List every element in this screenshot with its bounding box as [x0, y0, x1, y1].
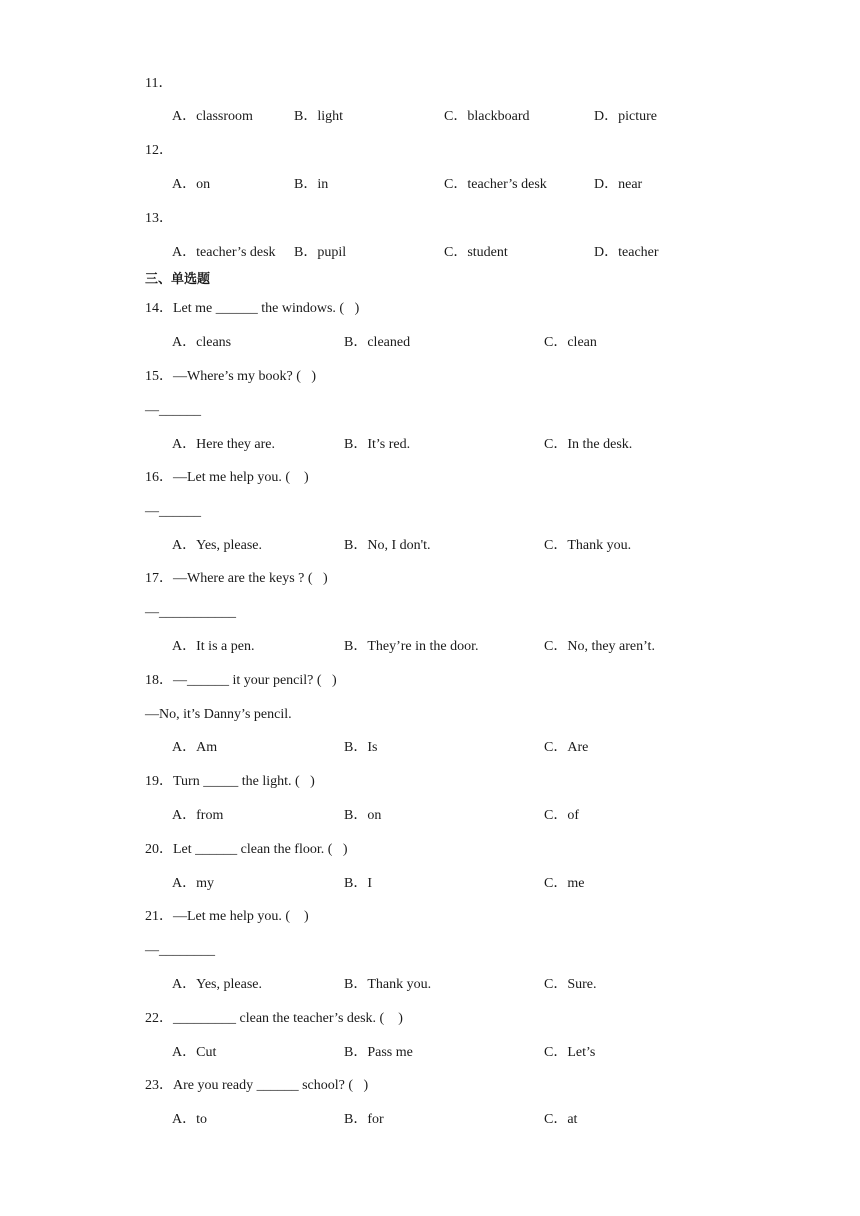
question-number: 13．: [145, 211, 173, 226]
option-c[interactable]: C．clean: [544, 335, 597, 350]
option-c[interactable]: C．me: [544, 876, 585, 891]
option-d[interactable]: D．near: [594, 177, 643, 192]
question-number: 14．: [145, 301, 173, 316]
question-stem: —Where’s my book? ( ): [173, 369, 317, 384]
question-stem: Turn _____ the light. ( ): [173, 774, 315, 789]
question-11: [145, 75, 172, 93]
question-23: [145, 1077, 368, 1095]
question-number: 21．: [145, 909, 173, 924]
option-b[interactable]: B．for: [344, 1112, 384, 1127]
question-12: [145, 142, 173, 160]
question-stem: —Let me help you. ( ): [173, 909, 309, 924]
option-b[interactable]: B．on: [344, 808, 382, 823]
question-20: [145, 841, 348, 859]
option-c[interactable]: C．of: [544, 808, 580, 823]
option-c[interactable]: C．Thank you.: [544, 538, 632, 553]
question-stem: Let ______ clean the floor. ( ): [173, 842, 348, 857]
option-a[interactable]: A．Yes, please.: [172, 977, 262, 992]
question-stem: _________ clean the teacher’s desk. ( ): [173, 1011, 403, 1026]
question-number: 11．: [145, 76, 173, 91]
question-16: [145, 469, 309, 487]
question-stem: —Where are the keys ? ( ): [173, 571, 328, 586]
question-number: 22．: [145, 1011, 173, 1026]
answer-line: —______: [145, 403, 201, 418]
option-a[interactable]: A．Cut: [172, 1045, 217, 1060]
question-stem: Are you ready ______ school? ( ): [173, 1078, 369, 1093]
option-a[interactable]: A．Here they are.: [172, 437, 276, 452]
question-stem: —______ it your pencil? ( ): [173, 673, 337, 688]
question-number: 19．: [145, 774, 173, 789]
option-b[interactable]: B．I: [344, 876, 373, 891]
question-number: 20．: [145, 842, 173, 857]
option-b[interactable]: B．cleaned: [344, 335, 411, 350]
option-a[interactable]: A．Am: [172, 740, 218, 755]
question-number: 16．: [145, 470, 173, 485]
question-13: [145, 210, 173, 228]
question-number: 23．: [145, 1078, 173, 1093]
option-d[interactable]: D．picture: [594, 109, 657, 124]
option-b[interactable]: B．pupil: [294, 245, 347, 260]
option-c[interactable]: C．at: [544, 1112, 578, 1127]
option-c[interactable]: C．Let’s: [544, 1045, 596, 1060]
question-15: [145, 368, 316, 386]
section-heading: 三、单选题: [145, 272, 211, 287]
option-b[interactable]: B．They’re in the door.: [344, 639, 479, 654]
question-number: 12．: [145, 143, 173, 158]
question-17: [145, 570, 328, 588]
option-c[interactable]: C．blackboard: [444, 109, 530, 124]
option-c[interactable]: C．Are: [544, 740, 589, 755]
option-c[interactable]: C．teacher’s desk: [444, 177, 547, 192]
option-b[interactable]: B．Is: [344, 740, 378, 755]
option-a[interactable]: A．cleans: [172, 335, 232, 350]
answer-line: —________: [145, 943, 215, 958]
option-c[interactable]: C．No, they aren’t.: [544, 639, 655, 654]
option-b[interactable]: B．light: [294, 109, 344, 124]
option-c[interactable]: C．Sure.: [544, 977, 597, 992]
option-b[interactable]: B．Pass me: [344, 1045, 413, 1060]
question-number: 18．: [145, 673, 173, 688]
option-b[interactable]: B．in: [294, 177, 329, 192]
option-a[interactable]: A．Yes, please.: [172, 538, 262, 553]
question-14: [145, 300, 359, 318]
option-a[interactable]: A．teacher’s desk: [172, 245, 276, 260]
question-number: 15．: [145, 369, 173, 384]
option-a[interactable]: A．from: [172, 808, 224, 823]
question-18: [145, 672, 337, 690]
option-a[interactable]: A．to: [172, 1112, 208, 1127]
option-a[interactable]: A．classroom: [172, 109, 253, 124]
option-a[interactable]: A．It is a pen.: [172, 639, 255, 654]
answer-line: —______: [145, 504, 201, 519]
option-a[interactable]: A．on: [172, 177, 211, 192]
question-22: [145, 1010, 403, 1028]
option-a[interactable]: A．my: [172, 876, 215, 891]
question-stem: —Let me help you. ( ): [173, 470, 309, 485]
option-d[interactable]: D．teacher: [594, 245, 659, 260]
question-number: 17．: [145, 571, 173, 586]
question-stem: Let me ______ the windows. ( ): [173, 301, 360, 316]
option-b[interactable]: B．It’s red.: [344, 437, 411, 452]
option-b[interactable]: B．Thank you.: [344, 977, 432, 992]
question-19: [145, 773, 315, 791]
option-c[interactable]: C．In the desk.: [544, 437, 633, 452]
option-c[interactable]: C．student: [444, 245, 508, 260]
option-b[interactable]: B．No, I don't.: [344, 538, 431, 553]
answer-line: —___________: [145, 605, 236, 620]
dialogue-reply: —No, it’s Danny’s pencil.: [145, 707, 292, 722]
question-21: [145, 908, 309, 926]
